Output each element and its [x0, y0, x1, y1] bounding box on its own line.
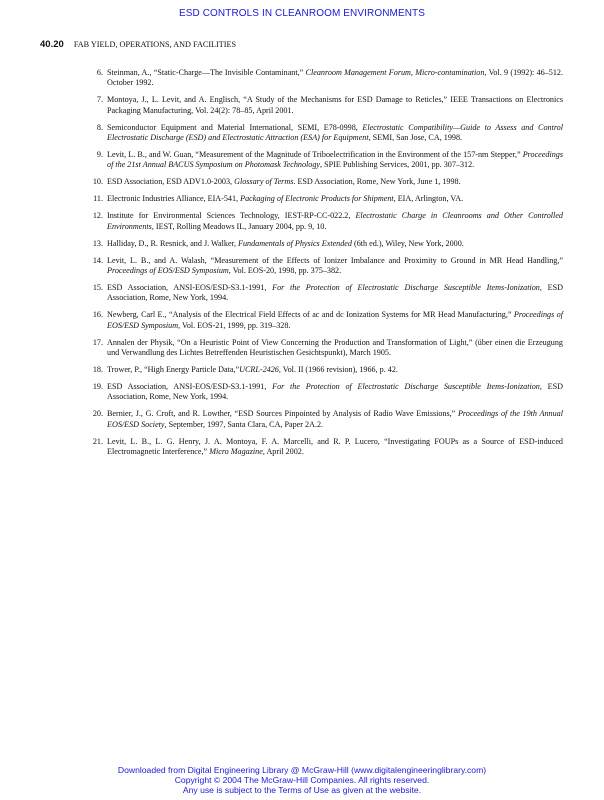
reference-text: Annalen der Physik, “On a Heuristic Point of View Concerning the Production and Transformation of Light,” (über einen die Erzeugung und Verwandlung des Lichtes Betreffenden Heuristischen Gesichtspunkt), March 1905.	[107, 337, 563, 357]
reference-number: 19.	[92, 382, 103, 392]
reference-number: 13.	[92, 238, 103, 248]
reference-text: Montoya, J., L. Levit, and A. Englisch, “A Study of the Mechanisms for ESD Damage to Reticles,” IEEE Transactions on Electronics Packaging Manufacturing, Vol. 24(2): 78–85, April 2001.	[107, 95, 563, 115]
reference-item	[92, 310, 563, 330]
reference-number: 11.	[93, 194, 103, 204]
reference-number: 21.	[92, 436, 103, 446]
reference-italic-title: Glossary of Terms	[234, 177, 294, 187]
reference-italic-title: For the Protection of Electrostatic Discharge Susceptible Items-Ionization	[272, 382, 540, 392]
section-title: FAB YIELD, OPERATIONS, AND FACILITIES	[73, 40, 237, 49]
reference-text: , Vol. EOS-21, 1999, pp. 319–328.	[178, 320, 291, 330]
reference-number: 6.	[96, 68, 103, 77]
reference-text: ESD Association, ESD ADV1.0-2003,	[107, 177, 235, 187]
reference-italic-title: For the Protection of Electrostatic Discharge Susceptible Items-Ionization	[272, 283, 540, 293]
reference-item	[96, 149, 563, 170]
reference-italic-title: Proceedings of EOS/ESD Symposium	[107, 310, 563, 330]
reference-item	[92, 177, 563, 187]
reference-text: Steinman, A., “Static-Charge—The Invisible Contaminant,”	[107, 68, 306, 77]
reference-italic-title: Proceedings of EOS/ESD Symposium	[107, 265, 229, 275]
reference-italic-title: Electrostatic Compatibility—Guide to Assess and Control Electrostatic Discharge (ESD) and Electrostatic Attraction (ESA) for Equipment	[107, 122, 564, 142]
footer-download-line[interactable]: Downloaded from Digital Engineering Library @ McGraw-Hill (www.digitalengineeringlibrary.com)	[117, 765, 487, 775]
reference-italic-title: Cleanroom Management Forum, Micro-contamination	[305, 68, 485, 77]
reference-text: Levit, L. B., and W. Guan, “Measurement of the Magnitude of Triboelectrification in the Environment of the 157-nm Stepper,”	[107, 149, 523, 159]
reference-italic-title: Packaging of Electronic Products for Shipment	[240, 194, 394, 204]
reference-italic-title: Proceedings of the 19th Annual EOS/ESD Society	[107, 409, 563, 429]
reference-text: , EIA, Arlington, VA.	[393, 194, 464, 204]
reference-item	[92, 409, 563, 429]
reference-number: 14.	[92, 255, 103, 265]
reference-text: , April 2002.	[262, 446, 304, 456]
reference-text: Bernier, J., G. Croft, and R. Lowther, “ESD Sources Pinpointed by Analysis of Radio Wave Emissions,”	[107, 409, 458, 419]
reference-item	[92, 382, 563, 402]
reference-text: , SPIE Publishing Services, 2001, pp. 307–312.	[320, 160, 475, 170]
reference-text: , IEST, Rolling Meadows IL, January 2004, pp. 9, 10.	[151, 221, 327, 231]
reference-text: Halliday, D., R. Resnick, and J. Walker,	[107, 238, 239, 248]
reference-text: , Vol. 9 (1992): 46–512. October 1992.	[107, 68, 563, 88]
reference-text: , Vol. II (1966 revision), 1966, p. 42.	[278, 364, 398, 374]
reference-item	[92, 337, 563, 358]
reference-italic-title: Micro Magazine	[209, 446, 263, 456]
reference-text: Levit, L. B., and A. Walash, “Measurement of the Effects of Ionizer Imbalance and Proximity to Ground in MR Head Handling,”	[107, 255, 563, 265]
reference-item	[96, 68, 563, 88]
reference-italic-title: Electrostatic Charge in Cleanrooms and Other Controlled Environments	[107, 211, 563, 231]
reference-number: 9.	[96, 149, 103, 159]
reference-text: . ESD Association, Rome, New York, June 1, 1998.	[293, 177, 461, 187]
reference-text: Semiconductor Equipment and Material International, SEMI, E78-0998,	[107, 122, 363, 132]
reference-number: 7.	[96, 95, 103, 105]
reference-text: , ESD Association, Rome, New York, 1994.	[107, 382, 563, 402]
reference-number: 17.	[92, 337, 103, 347]
reference-text: , September, 1997, Santa Clara, CA, Paper 2A.2.	[164, 419, 324, 429]
book-title-banner: ESD CONTROLS IN CLEANROOM ENVIRONMENTS	[178, 8, 426, 19]
reference-number: 8.	[96, 122, 103, 132]
reference-italic-title: UCRL-2426	[239, 364, 279, 374]
reference-item	[92, 283, 563, 303]
reference-list	[92, 68, 564, 464]
reference-item	[92, 255, 563, 276]
reference-item	[92, 211, 563, 231]
reference-italic-title: Proceedings of the 21st Annual BACUS Symposium on Photomask Technology	[107, 149, 563, 170]
reference-text: Trower, P., “High Energy Particle Data,”	[107, 364, 240, 374]
footer-copyright-line: Copyright © 2004 The McGraw-Hill Companies. All rights reserved.	[174, 775, 430, 786]
reference-text: Institute for Environmental Sciences Technology, IEST-RP-CC-022.2,	[107, 211, 356, 221]
reference-text: , SEMI, San Jose, CA, 1998.	[368, 132, 463, 142]
reference-number: 18.	[92, 364, 103, 374]
reference-number: 12.	[92, 211, 103, 221]
reference-item	[93, 194, 563, 204]
reference-number: 20.	[92, 409, 103, 419]
reference-text: , ESD Association, Rome, New York, 1994.	[107, 283, 563, 303]
reference-item	[92, 364, 563, 375]
reference-item	[92, 238, 563, 249]
reference-text: , Vol. EOS-20, 1998, pp. 375–382.	[228, 265, 342, 275]
reference-item	[92, 436, 563, 457]
reference-italic-title: Fundamentals of Physics Extended	[238, 238, 352, 248]
reference-text: Levit, L. B., L. G. Henry, J. A. Montoya, F. A. Marcelli, and R. P. Lucero, “Investigating FOUPs as a Source of ESD-induced Electromagnetic Interference,”	[107, 436, 563, 456]
reference-text: ESD Association, ANSI-EOS/ESD-S3.1-1991,	[107, 382, 273, 392]
reference-item	[96, 122, 564, 143]
footer-terms-line[interactable]: Any use is subject to the Terms of Use as given at the website.	[182, 785, 422, 796]
reference-text: Newberg, Carl E., “Analysis of the Electrical Field Effects of ac and dc Ionization Systems for MR Head Manufacturing,”	[107, 310, 514, 320]
reference-text: ESD Association, ANSI-EOS/ESD-S3.1-1991,	[107, 283, 273, 293]
running-head	[40, 39, 570, 50]
reference-number: 10.	[92, 177, 103, 187]
reference-text: (6th ed.), Wiley, New York, 2000.	[351, 238, 464, 248]
reference-item	[96, 95, 563, 115]
page-number: 40.20	[40, 39, 64, 50]
reference-number: 15.	[92, 283, 103, 293]
reference-text: Electronic Industries Alliance, EIA-541,	[107, 194, 241, 204]
download-footer	[0, 765, 604, 796]
reference-number: 16.	[92, 310, 103, 320]
